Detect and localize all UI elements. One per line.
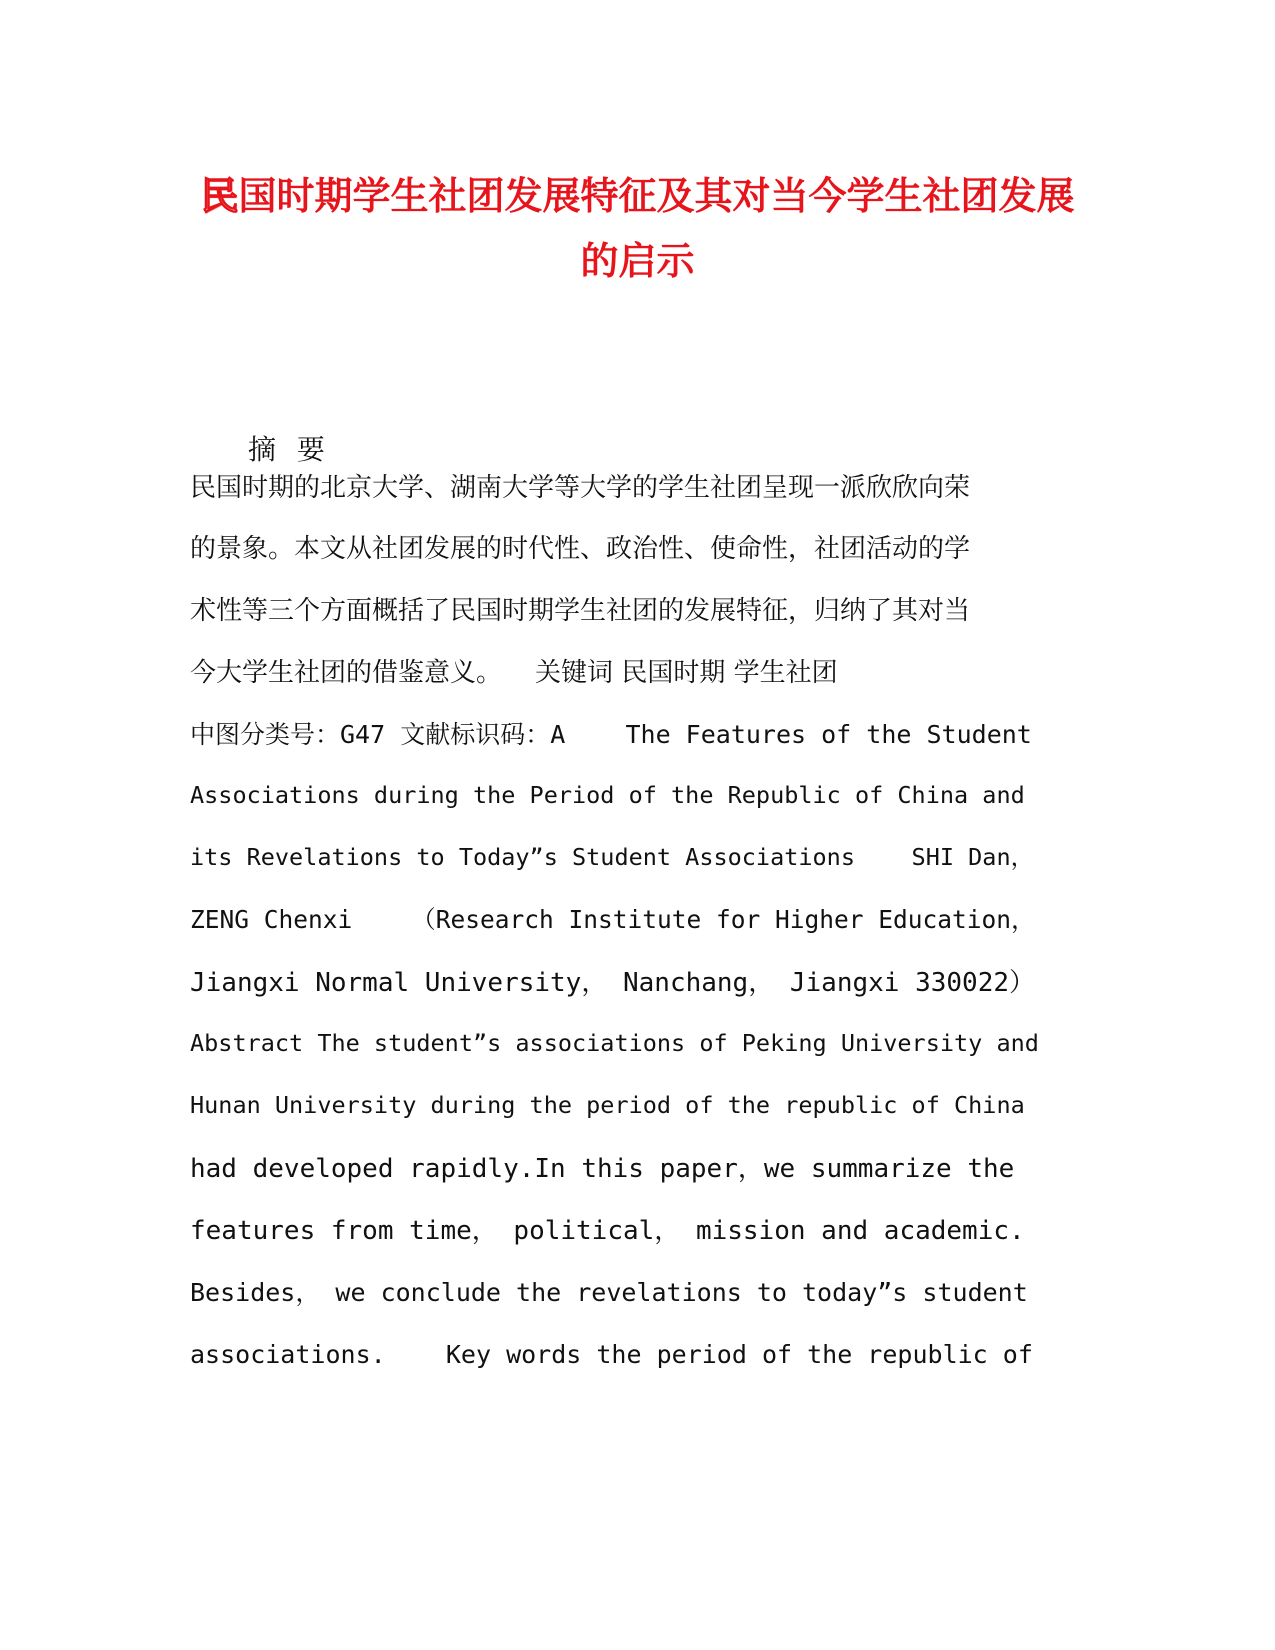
title-first-char: 民 (200, 173, 239, 218)
body-line-10: Abstract The student”s associations of Peking University and (190, 1029, 1039, 1057)
title-line-1-text: 国时期学生社团发展特征及其对当今学生社团发展 (238, 173, 1075, 218)
body-line-2: 的景象。本文从社团发展的时代性、政治性、使命性，社团活动的学 (190, 534, 971, 564)
body-line-13: features from time， political， mission and academic. (190, 1216, 1025, 1246)
body-line-15: associations. Key words the period of the republic of (190, 1340, 1033, 1369)
document-title-line-2: 的启示 (580, 238, 695, 283)
body-line-1: 民国时期的北京大学、湖南大学等大学的学生社团呈现一派欣欣向荣 (190, 473, 971, 503)
abstract-heading: 摘 要 (248, 433, 331, 466)
body-line-7: its Revelations to Today”s Student Associations SHI Dan， (190, 843, 1035, 871)
body-line-12: had developed rapidly.In this paper，we summarize the (190, 1154, 1015, 1184)
document-title-line-1 (150, 173, 1125, 218)
body-line-6: Associations during the Period of the Republic of China and (190, 781, 1025, 809)
body-line-9: Jiangxi Normal University， Nanchang， Jiangxi 330022） (190, 968, 1036, 998)
body-line-11: Hunan University during the period of the republic of China (190, 1091, 1025, 1119)
body-line-4: 今大学生社团的借鉴意义。 关键词 民国时期 学生社团 (190, 658, 838, 688)
body-line-5: 中图分类号：G47 文献标识码：A The Features of the Student (190, 720, 1032, 749)
body-line-14: Besides， we conclude the revelations to today”s student (190, 1278, 1028, 1307)
body-line-8: ZENG Chenxi （Research Institute for Higher Education， (190, 905, 1036, 934)
body-line-3: 术性等三个方面概括了民国时期学生社团的发展特征，归纳了其对当 (190, 596, 971, 626)
